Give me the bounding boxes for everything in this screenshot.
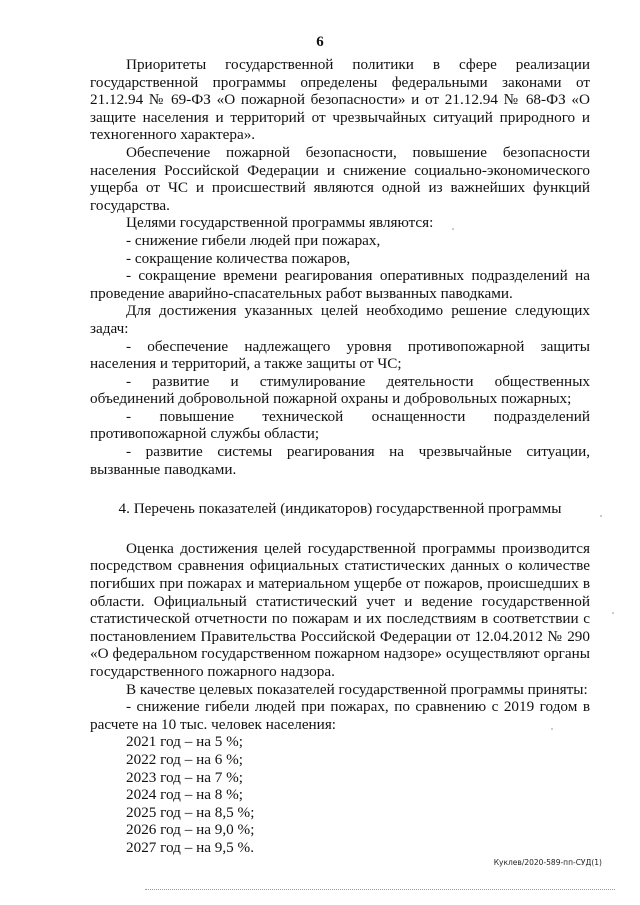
list-item-year: 2024 год – на 8 %; bbox=[126, 786, 244, 804]
paragraph-tasks-intro: Для достижения указанных целей необходимо решение следующих задач: bbox=[90, 302, 590, 337]
paragraph-priorities: Приоритеты государственной политики в сфере реализации государственной программы определены федеральными законами от 21.12.94 № 69-ФЗ «О пожарной безопасности» и от 21.12.94 № 68-ФЗ «О защите населения и территорий от чрезвычайных ситуаций природного и техногенного характера». bbox=[90, 56, 590, 144]
page-number: 6 bbox=[316, 34, 324, 50]
list-item-goal: - сокращение времени реагирования оперативных подразделений на проведение аварийно-спасательных работ вызванных паводками. bbox=[90, 267, 590, 302]
list-item-year: 2022 год – на 6 %; bbox=[126, 750, 244, 768]
scan-edge-line bbox=[145, 889, 615, 890]
list-item-task: - развитие системы реагирования на чрезвычайные ситуации, вызванные паводками. bbox=[90, 443, 590, 478]
paragraph-fire-safety: Обеспечение пожарной безопасности, повышение безопасности населения Российской Федерации и снижение социально-экономического ущерба от ЧС и происшествий являются одной из важнейших функций государства. bbox=[90, 143, 590, 214]
scan-speck bbox=[452, 228, 454, 230]
paragraph-goals-intro: Целями государственной программы являются: bbox=[126, 214, 434, 232]
paragraph-targets-intro: В качестве целевых показателей государственной программы приняты: bbox=[126, 680, 588, 698]
list-item-task: - повышение технической оснащенности подразделений противопожарной службы области; bbox=[90, 407, 590, 443]
scan-speck bbox=[612, 612, 614, 614]
list-item-year: 2026 год – на 9,0 %; bbox=[126, 821, 255, 839]
list-item-task: - обеспечение надлежащего уровня противопожарной защиты населения и территорий, а также защиты от ЧС; bbox=[90, 337, 590, 373]
list-item-goal: - снижение гибели людей при пожарах, bbox=[126, 231, 381, 249]
scan-speck bbox=[600, 515, 602, 517]
paragraph-evaluation: Оценка достижения целей государственной программы производится посредством сравнения официальных статистических данных о количестве погибших при пожарах и материальном ущербе от пожаров, происшедших в области. Официальный статистический учет и ведение государственной статистической отчетности по пожарам и их последствиям в соответствии с постановлением Правительства Российской Федерации от 12.04.2012 № 290 «О федеральном государственном пожарном надзоре» осуществляют органы государственного пожарного надзора. bbox=[90, 539, 590, 680]
list-item-year: 2027 год – на 9,5 %. bbox=[126, 838, 254, 856]
list-item-year: 2021 год – на 5 %; bbox=[126, 733, 244, 751]
footer-code: Куклев/2020-589-пп-СУД(1) bbox=[493, 858, 602, 867]
list-item-goal: - сокращение количества пожаров, bbox=[126, 249, 351, 267]
list-item-year: 2023 год – на 7 %; bbox=[126, 768, 244, 786]
list-item-year: 2025 год – на 8,5 %; bbox=[126, 803, 255, 821]
document-body bbox=[90, 56, 590, 857]
target-years-list bbox=[126, 733, 590, 856]
list-item-target: - снижение гибели людей при пожарах, по сравнению с 2019 годом в расчете на 10 тыс. человек населения: bbox=[90, 698, 590, 733]
section-heading: 4. Перечень показателей (индикаторов) государственной программы bbox=[118, 500, 562, 518]
list-item-task: - развитие и стимулирование деятельности общественных объединений добровольной пожарной охраны и добровольных пожарных; bbox=[90, 372, 590, 408]
scan-speck bbox=[551, 728, 553, 730]
